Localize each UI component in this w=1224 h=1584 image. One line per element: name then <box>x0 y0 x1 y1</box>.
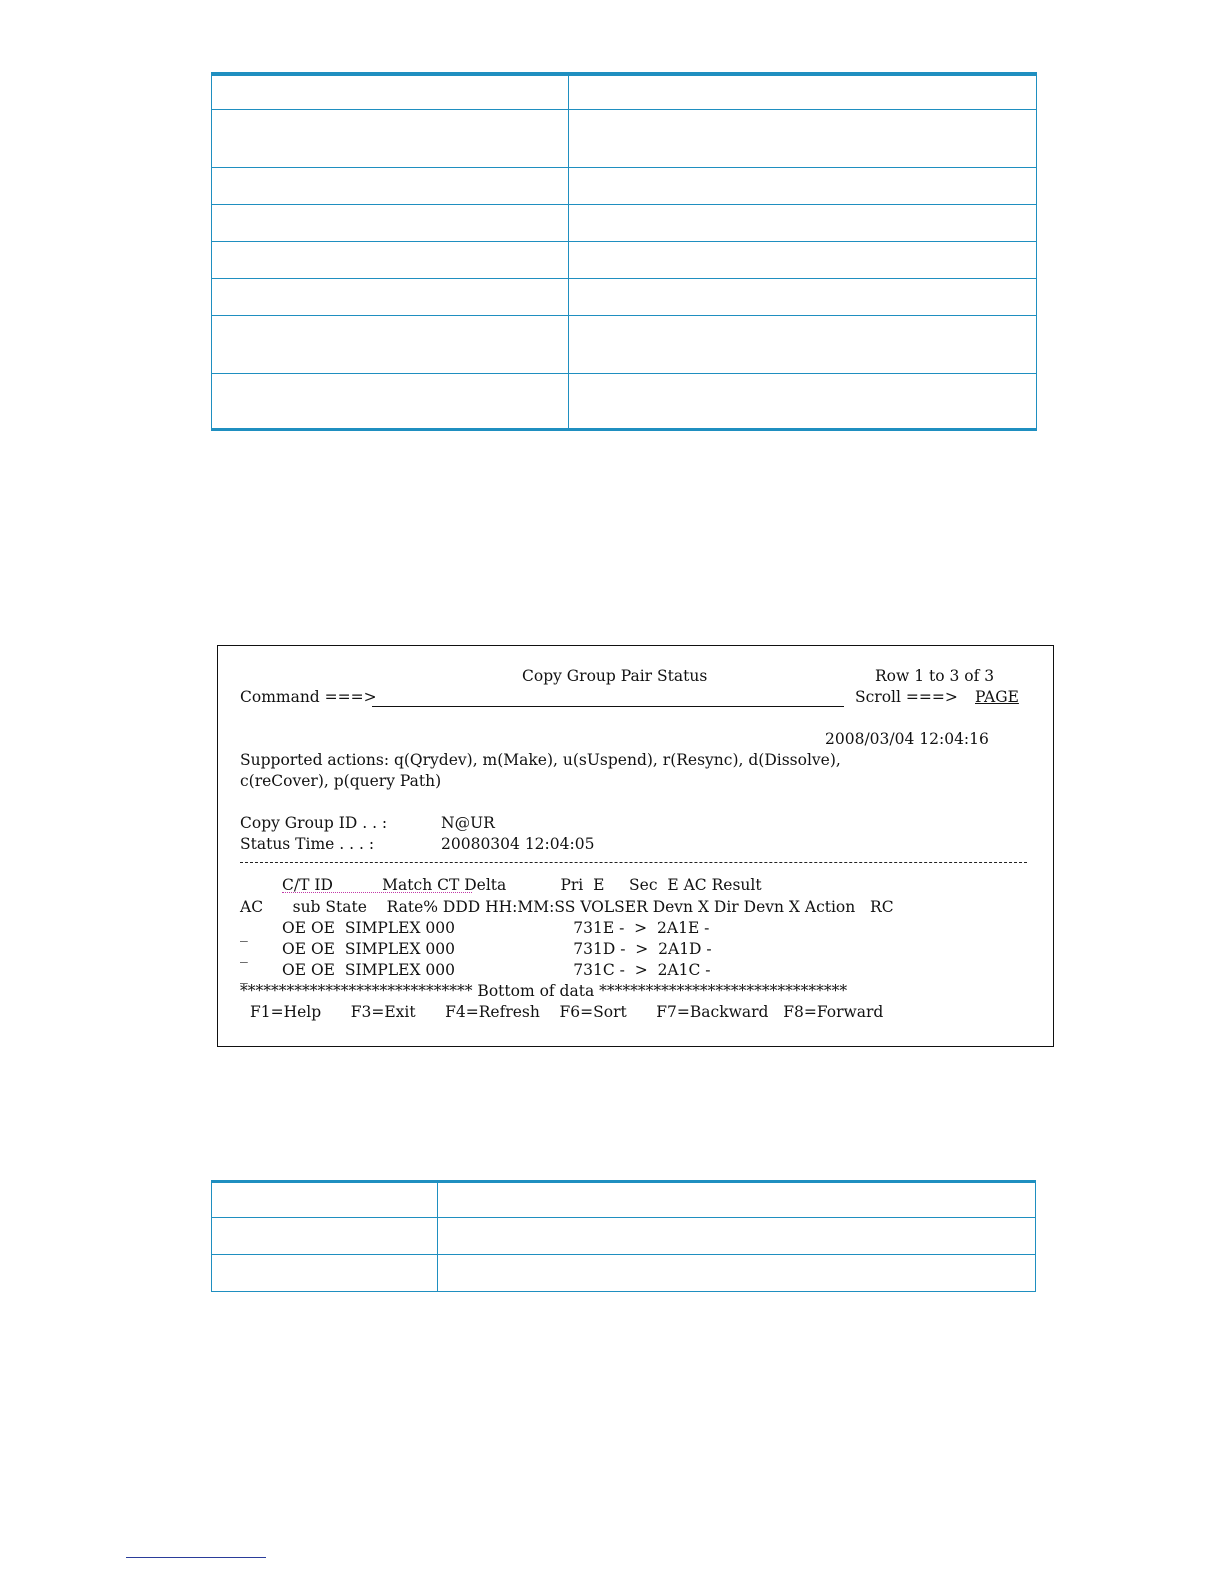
function-keys[interactable]: F1=Help F3=Exit F4=Refresh F6=Sort F7=Backward F8=Forward <box>250 1003 884 1021</box>
table-cell <box>569 373 1037 429</box>
table-cell <box>212 74 569 109</box>
table-row: OE OE SIMPLEX 000 731D - > 2A1D - <box>282 940 712 958</box>
row-info: Row 1 to 3 of 3 <box>875 667 995 685</box>
table-cell <box>212 204 569 241</box>
status-time-label: Status Time . . . : <box>240 835 375 853</box>
table-cell <box>212 373 569 429</box>
table-cell <box>569 241 1037 278</box>
table-row: OE OE SIMPLEX 000 731C - > 2A1C - <box>282 961 711 979</box>
top-table <box>211 72 1037 431</box>
table-cell <box>438 1255 1036 1292</box>
table-cell <box>438 1218 1036 1255</box>
timestamp: 2008/03/04 12:04:16 <box>825 730 989 748</box>
copy-group-value: N@UR <box>441 814 495 832</box>
footnote-rule <box>126 1557 266 1558</box>
table-cell <box>212 109 569 167</box>
table-cell <box>569 278 1037 315</box>
column-header-line-2: AC sub State Rate% DDD HH:MM:SS VOLSER Devn X Dir Devn X Action RC <box>240 898 894 916</box>
scroll-value[interactable]: PAGE <box>975 688 1019 706</box>
copy-group-pair-status-screen <box>217 645 1054 1047</box>
spell-underline <box>282 892 472 893</box>
table-cell <box>212 315 569 373</box>
bottom-of-data: ****************************** Bottom of data ******************************** <box>240 982 848 1000</box>
row-action-field[interactable]: _ <box>240 945 248 963</box>
bottom-table <box>211 1180 1036 1292</box>
table-cell <box>569 204 1037 241</box>
table-cell <box>569 109 1037 167</box>
table-cell <box>438 1182 1036 1218</box>
column-header-line-1: C/T ID Match CT Delta Pri E Sec E AC Result <box>282 876 762 894</box>
screen-title: Copy Group Pair Status <box>522 667 708 685</box>
table-cell <box>212 241 569 278</box>
table-cell <box>212 1218 438 1255</box>
table-cell <box>212 167 569 204</box>
table-cell <box>212 1255 438 1292</box>
table-row: OE OE SIMPLEX 000 731E - > 2A1E - <box>282 919 710 937</box>
row-action-field[interactable]: _ <box>240 966 248 984</box>
status-time-value: 20080304 12:04:05 <box>441 835 595 853</box>
table-cell <box>569 167 1037 204</box>
row-action-field[interactable]: _ <box>240 924 248 942</box>
command-label: Command ===> <box>240 688 377 706</box>
command-input[interactable] <box>372 706 844 707</box>
table-cell <box>212 278 569 315</box>
scroll-label: Scroll ===> <box>855 688 958 706</box>
supported-actions-line-1: Supported actions: q(Qrydev), m(Make), u(sUspend), r(Resync), d(Dissolve), <box>240 751 841 769</box>
separator-rule <box>240 862 1027 863</box>
supported-actions-line-2: c(reCover), p(query Path) <box>240 772 442 790</box>
table-cell <box>212 1182 438 1218</box>
table-cell <box>569 74 1037 109</box>
table-cell <box>569 315 1037 373</box>
copy-group-label: Copy Group ID . . : <box>240 814 388 832</box>
